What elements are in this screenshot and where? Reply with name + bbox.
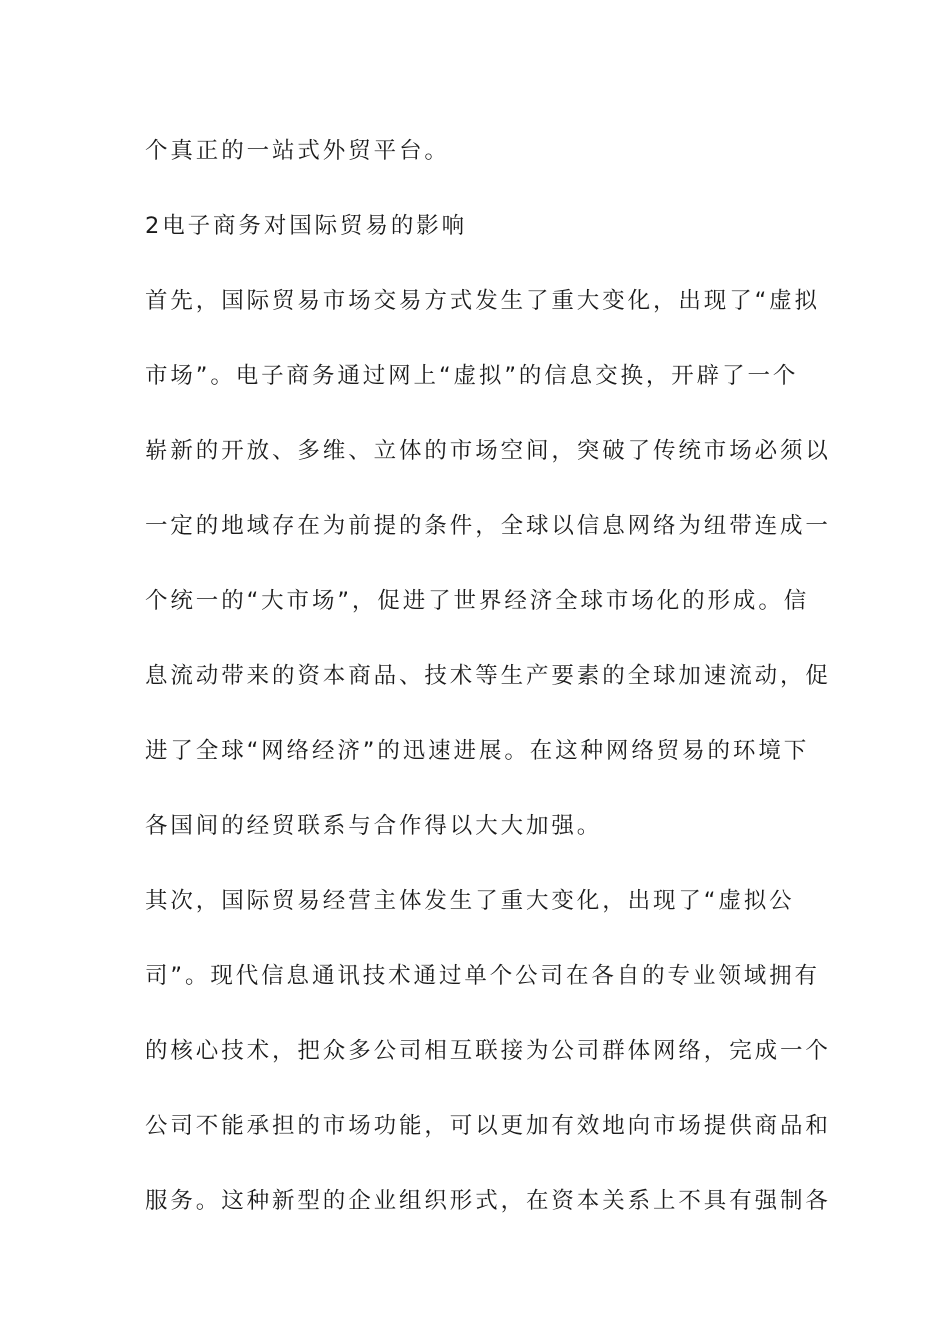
text-line: 司”。现代信息通讯技术通过单个公司在各自的专业领域拥有 [145, 963, 820, 989]
text-line: 公司不能承担的市场功能，可以更加有效地向市场提供商品和 [145, 1113, 831, 1139]
text-line: 首先，国际贸易市场交易方式发生了重大变化，出现了“虚拟 [145, 288, 820, 314]
text-line: 一定的地域存在为前提的条件，全球以信息网络为纽带连成一 [145, 513, 831, 539]
text-line: 个真正的一站式外贸平台。 [145, 138, 450, 164]
text-line: 崭新的开放、多维、立体的市场空间，突破了传统市场必须以 [145, 438, 831, 464]
text-line: 息流动带来的资本商品、技术等生产要素的全球加速流动，促 [145, 663, 831, 689]
text-line: 服务。这种新型的企业组织形式，在资本关系上不具有强制各 [145, 1188, 831, 1214]
text-line: 的核心技术，把众多公司相互联接为公司群体网络，完成一个 [145, 1038, 831, 1064]
section-heading: 2电子商务对国际贸易的影响 [145, 213, 468, 239]
text-line: 市场”。电子商务通过网上“虚拟”的信息交换，开辟了一个 [145, 363, 799, 389]
text-line: 个统一的“大市场”，促进了世界经济全球市场化的形成。信 [145, 588, 810, 614]
text-line: 其次，国际贸易经营主体发生了重大变化，出现了“虚拟公 [145, 888, 795, 914]
text-line: 进了全球“网络经济”的迅速进展。在这种网络贸易的环境下 [145, 738, 810, 764]
text-line: 各国间的经贸联系与合作得以大大加强。 [145, 813, 603, 839]
